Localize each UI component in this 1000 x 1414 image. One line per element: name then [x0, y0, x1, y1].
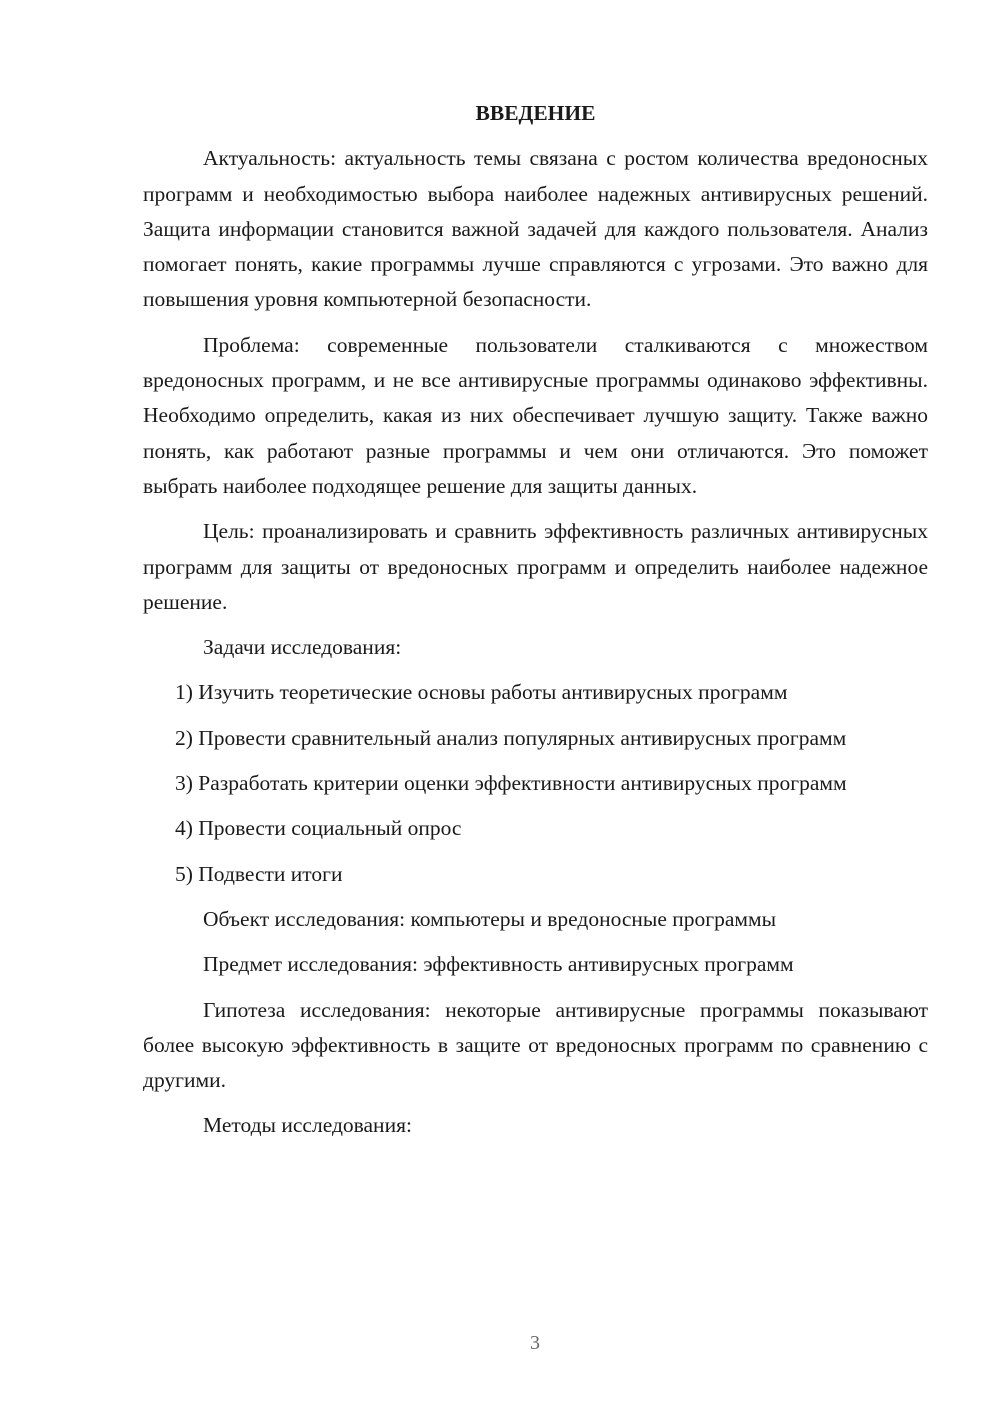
- task-item-3: 3) Разработать критерии оценки эффективности антивирусных программ: [175, 771, 847, 796]
- paragraph-relevance: Актуальность: актуальность темы связана с ростом количества вредоносных программ и необходимостью выбора наиболее надежных антивирусных решений. Защита информации становится важной задачей для каждого пользователя. Анализ помогает понять, какие программы лучше справляются с угрозами. Это важно для повышения уровня компьютерной безопасности.: [143, 146, 928, 312]
- paragraph-goal: Цель: проанализировать и сравнить эффективность различных антивирусных программ для защиты от вредоносных программ и определить наиболее надежное решение.: [143, 519, 928, 614]
- task-item-4: 4) Провести социальный опрос: [175, 816, 462, 841]
- paragraph-hypothesis: Гипотеза исследования: некоторые антивирусные программы показывают более высокую эффективность в защите от вредоносных программ по сравнению с другими.: [143, 997, 928, 1093]
- paragraph-methods-intro: Методы исследования:: [203, 1113, 412, 1138]
- page-body: [143, 96, 928, 1154]
- paragraph-subject: Предмет исследования: эффективность антивирусных программ: [203, 952, 794, 977]
- paragraph-object: Объект исследования: компьютеры и вредоносные программы: [203, 906, 777, 931]
- task-item-1: 1) Изучить теоретические основы работы антивирусных программ: [175, 680, 788, 705]
- section-heading: ВВЕДЕНИЕ: [475, 101, 596, 125]
- task-item-5: 5) Подвести итоги: [175, 861, 343, 886]
- paragraph-tasks-intro: Задачи исследования:: [203, 635, 402, 660]
- task-item-2: 2) Провести сравнительный анализ популярных антивирусных программ: [175, 725, 847, 750]
- page-number: 3: [530, 1332, 540, 1354]
- paragraph-problem: Проблема: современные пользователи сталкиваются с множеством вредоносных программ, и не все антивирусные программы одинаково эффективны. Необходимо определить, какая из них обеспечивает лучшую защиту. Также важно понять, как работают разные программы и чем они отличаются. Это поможет выбрать наиболее подходящее решение для защиты данных.: [143, 332, 928, 498]
